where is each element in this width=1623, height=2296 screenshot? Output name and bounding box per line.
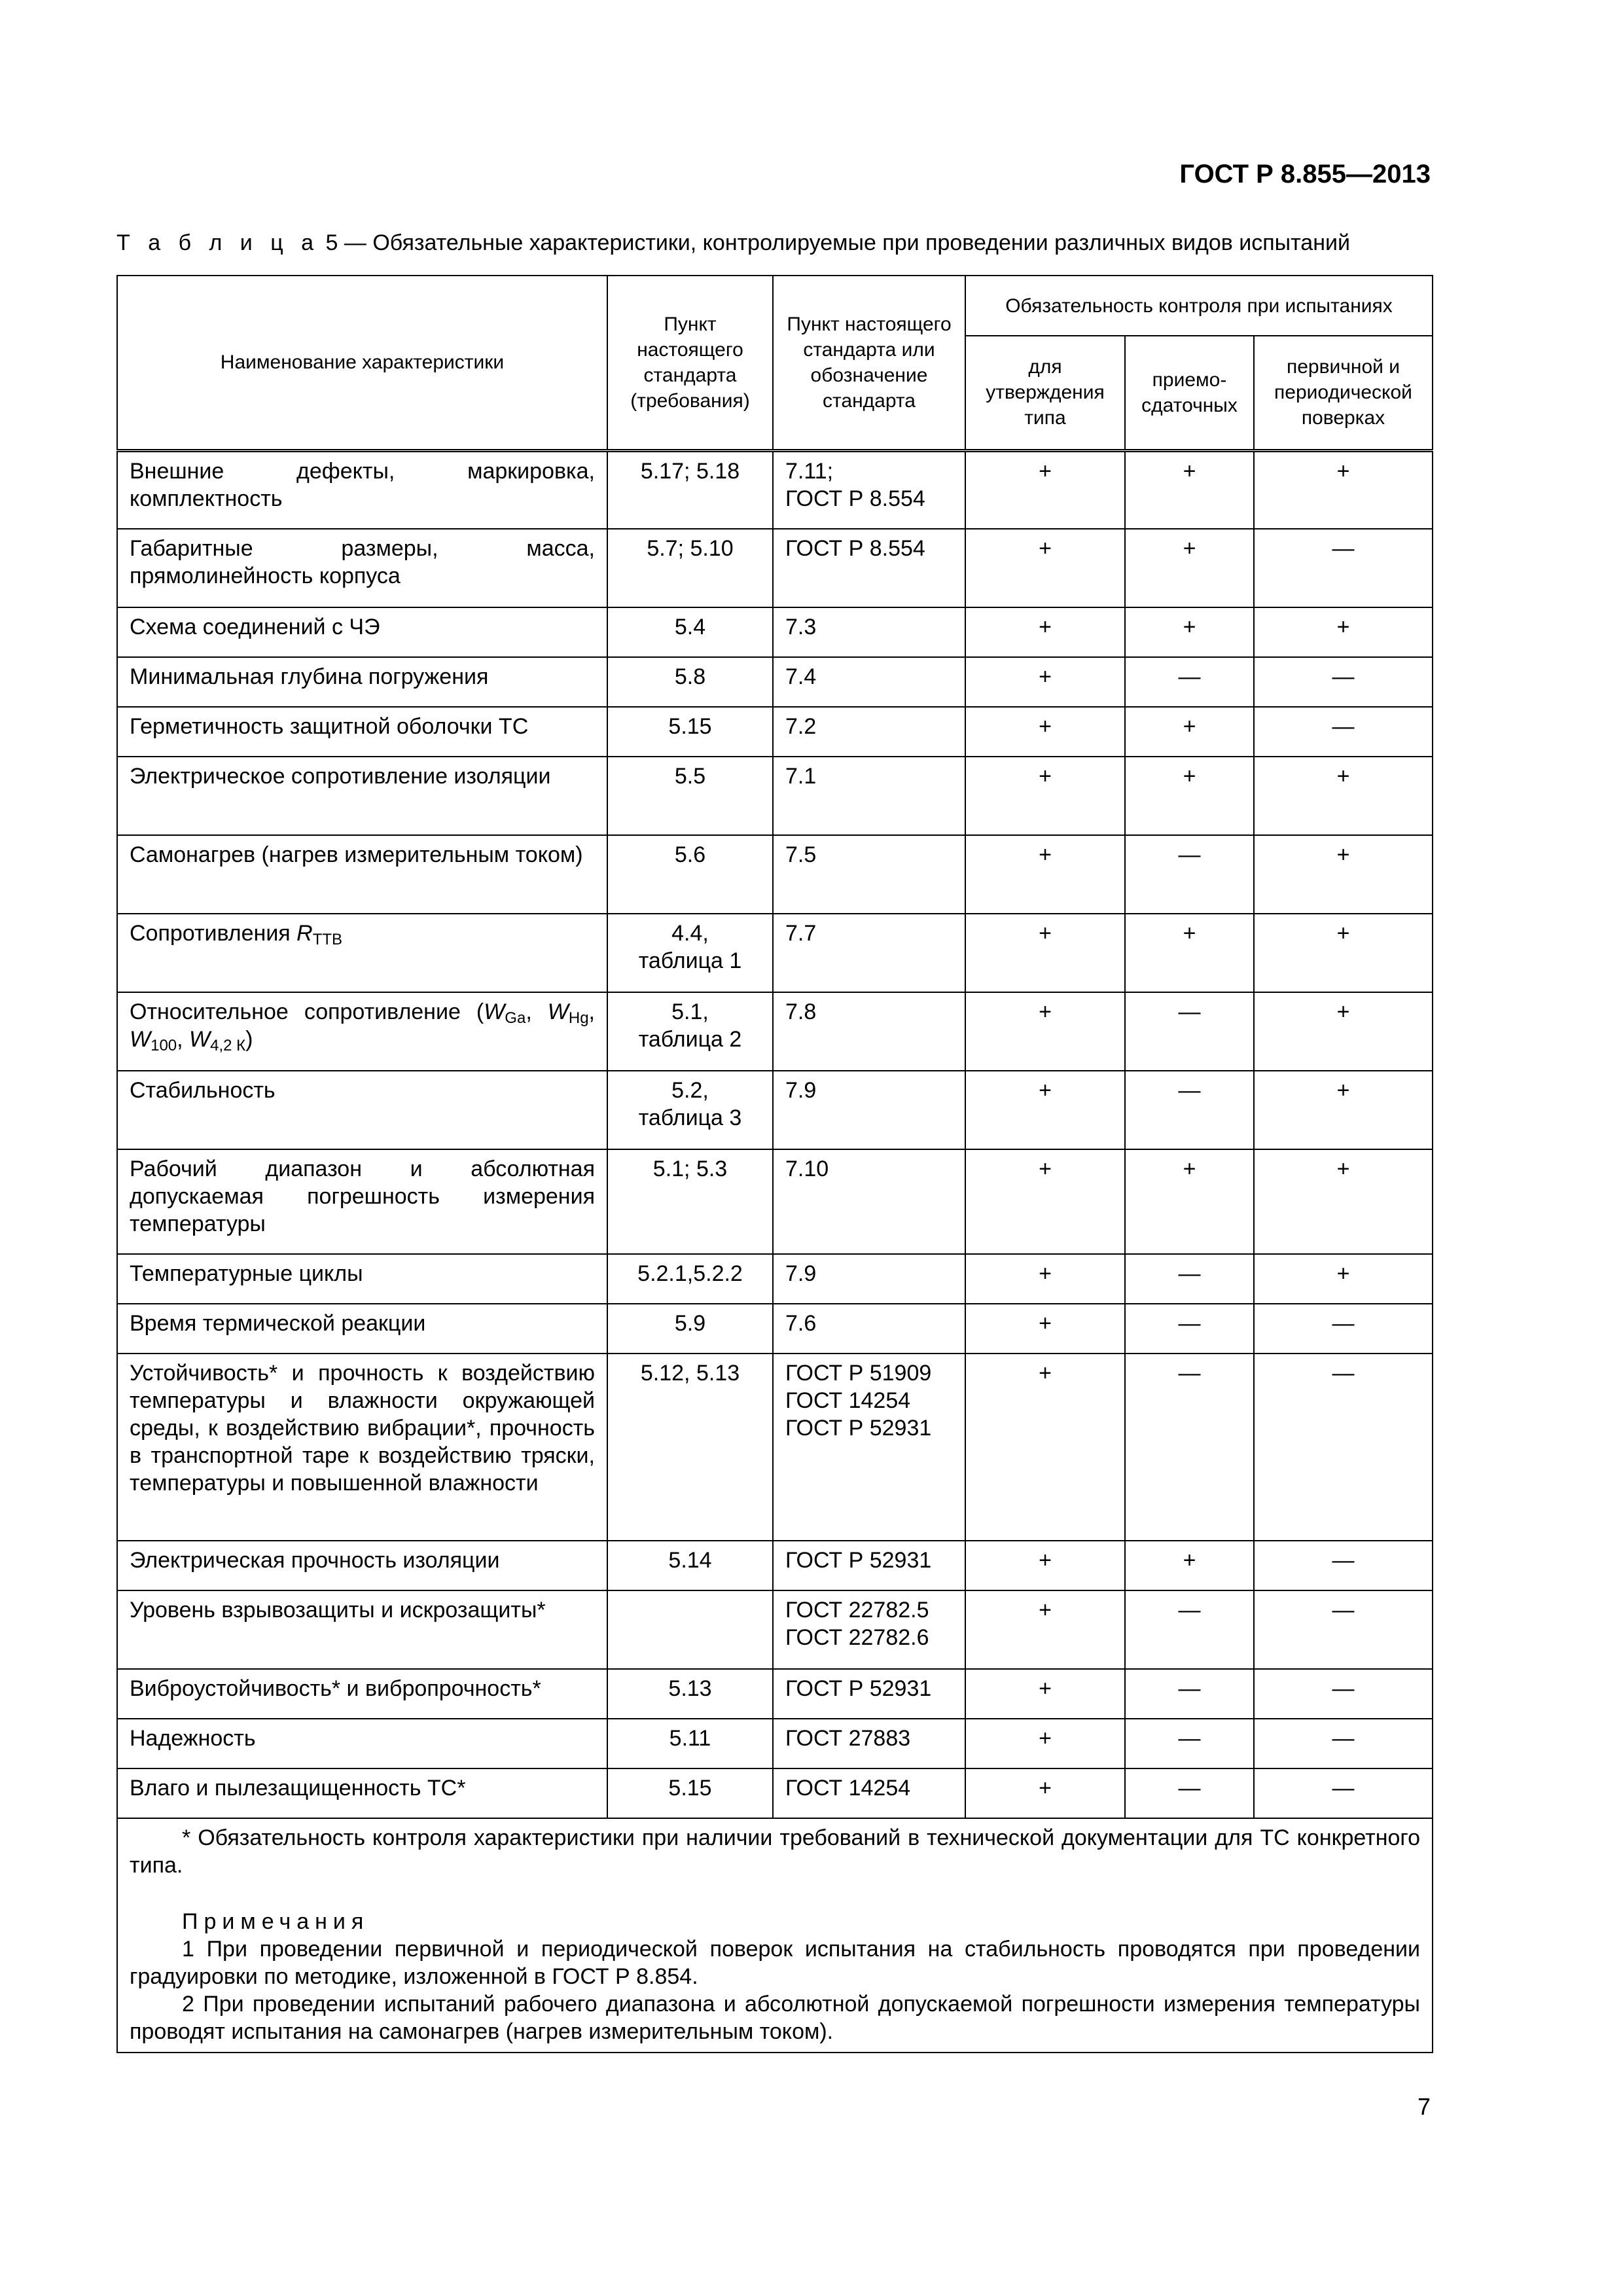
table-row [117,1149,1433,1254]
cell-name: Уровень взрывозащиты и искрозащиты* [117,1590,607,1669]
cell-acceptance: — [1125,835,1254,914]
cell-acceptance: — [1125,992,1254,1071]
cell-clause: 5.5 [607,757,773,835]
cell-verification: 7.4 [773,657,965,707]
cell-periodic: + [1254,450,1433,529]
cell-clause: 5.2.1,5.2.2 [607,1254,773,1304]
table-row [117,757,1433,835]
table-notes [117,1818,1433,2053]
page-number: 7 [1417,2093,1431,2120]
table-row [117,1354,1433,1541]
cell-acceptance: — [1125,1304,1254,1354]
cell-clause: 5.17; 5.18 [607,450,773,529]
cell-periodic: + [1254,1149,1433,1254]
table-row [117,1541,1433,1590]
cell-acceptance: + [1125,914,1254,992]
table-row [117,1254,1433,1304]
cell-verification: 7.8 [773,992,965,1071]
cell-type-approval: + [965,1071,1125,1149]
col-header-acceptance: приемо-сдаточных [1125,336,1254,450]
subscript-hg: Hg [568,1009,589,1027]
cell-periodic: — [1254,657,1433,707]
cell-type-approval: + [965,1304,1125,1354]
cell-periodic: + [1254,1254,1433,1304]
cell-clause: 5.4 [607,607,773,657]
cell-periodic: — [1254,1719,1433,1768]
cell-verification: 7.6 [773,1304,965,1354]
cell-type-approval: + [965,707,1125,757]
cell-name: Рабочий диапазон и абсолютная допускаемая погрешность измерения температуры [117,1149,607,1254]
cell-clause [607,1590,773,1669]
cell-verification: ГОСТ Р 8.554 [773,529,965,607]
cell-clause: 5.2, таблица 3 [607,1071,773,1149]
table-row [117,1669,1433,1719]
cell-verification: ГОСТ Р 52931 [773,1669,965,1719]
cell-periodic: — [1254,707,1433,757]
cell-periodic: — [1254,1541,1433,1590]
note-item: 2 При проведении испытаний рабочего диапазона и абсолютной допускаемой погрешности измерения температуры проводят испытания на самонагрев (нагрев измерительным током). [130,1992,1420,2044]
cell-clause: 5.9 [607,1304,773,1354]
cell-name: Время термической реакции [117,1304,607,1354]
subscript-42k: 4,2 К [210,1037,246,1054]
cell-acceptance: — [1125,1669,1254,1719]
cell-clause: 5.6 [607,835,773,914]
cell-acceptance: — [1125,657,1254,707]
table-row [117,657,1433,707]
cell-periodic: + [1254,835,1433,914]
cell-type-approval: + [965,1768,1125,1818]
document-code: ГОСТ Р 8.855—2013 [1179,160,1431,188]
cell-clause: 5.12, 5.13 [607,1354,773,1541]
characteristics-table [116,275,1433,2053]
cell-periodic: — [1254,1768,1433,1818]
symbol-r: R [296,921,313,946]
cell-acceptance: + [1125,707,1254,757]
cell-name: Виброустойчивость* и вибропрочность* [117,1669,607,1719]
cell-type-approval: + [965,607,1125,657]
cell-name: Устойчивость* и прочность к воздействию температуры и влажности окружающей среды, к воздействию вибрации*, прочность в транспортной таре к воздействию тряски, температуры и повышенной влажности [117,1354,607,1541]
table-caption-number: 5 [325,230,338,255]
table-row [117,529,1433,607]
cell-type-approval: + [965,757,1125,835]
cell-periodic: — [1254,1669,1433,1719]
cell-periodic: + [1254,1071,1433,1149]
table-row [117,1590,1433,1669]
cell-acceptance: — [1125,1768,1254,1818]
table-row [117,607,1433,657]
cell-clause: 5.1, таблица 2 [607,992,773,1071]
table-row [117,992,1433,1071]
table-row [117,1719,1433,1768]
table-row [117,914,1433,992]
cell-name: Габаритные размеры, масса, прямолинейность корпуса [117,529,607,607]
col-header-mandatory-group: Обязательность контроля при испытаниях [965,276,1433,336]
cell-name: Надежность [117,1719,607,1768]
cell-acceptance: — [1125,1590,1254,1669]
cell-clause: 5.1; 5.3 [607,1149,773,1254]
cell-clause: 5.8 [607,657,773,707]
cell-periodic: + [1254,914,1433,992]
table-notes-row [117,1818,1433,2053]
cell-verification: 7.3 [773,607,965,657]
table-row [117,707,1433,757]
cell-type-approval: + [965,529,1125,607]
cell-type-approval: + [965,450,1125,529]
cell-verification: ГОСТ 27883 [773,1719,965,1768]
cell-verification: ГОСТ Р 51909 ГОСТ 14254 ГОСТ Р 52931 [773,1354,965,1541]
table-row [117,1304,1433,1354]
cell-name: Электрическая прочность изоляции [117,1541,607,1590]
cell-acceptance: + [1125,529,1254,607]
cell-verification: 7.10 [773,1149,965,1254]
col-header-clause: Пункт настоящего стандарта (требования) [607,276,773,450]
cell-clause: 5.13 [607,1669,773,1719]
cell-name: Минимальная глубина погружения [117,657,607,707]
cell-verification: ГОСТ Р 52931 [773,1541,965,1590]
cell-verification: 7.1 [773,757,965,835]
cell-type-approval: + [965,992,1125,1071]
table-row [117,450,1433,529]
symbol-w-100: W [130,1027,151,1052]
symbol-w-ga: W [484,999,505,1024]
cell-type-approval: + [965,1149,1125,1254]
cell-clause: 5.7; 5.10 [607,529,773,607]
cell-name: Электрическое сопротивление изоляции [117,757,607,835]
cell-acceptance: + [1125,1149,1254,1254]
cell-periodic: — [1254,529,1433,607]
cell-acceptance: — [1125,1719,1254,1768]
name-text: Относительное сопротивление ( [130,999,484,1024]
cell-acceptance: + [1125,1541,1254,1590]
table-caption-label: Т а б л и ц а [116,230,320,255]
name-text: Сопротивления [130,921,297,946]
cell-type-approval: + [965,835,1125,914]
cell-type-approval: + [965,914,1125,992]
subscript-ga: Ga [505,1009,526,1027]
cell-type-approval: + [965,1590,1125,1669]
cell-acceptance: + [1125,607,1254,657]
cell-acceptance: — [1125,1254,1254,1304]
cell-periodic: — [1254,1304,1433,1354]
cell-acceptance: + [1125,757,1254,835]
table-row [117,835,1433,914]
symbol-w-42: W [189,1027,211,1052]
cell-type-approval: + [965,1669,1125,1719]
col-header-verification: Пункт настоящего стандарта или обозначение стандарта [773,276,965,450]
cell-verification: 7.9 [773,1071,965,1149]
cell-name: Температурные циклы [117,1254,607,1304]
cell-acceptance: — [1125,1354,1254,1541]
cell-verification: 7.9 [773,1254,965,1304]
cell-verification: 7.11; ГОСТ Р 8.554 [773,450,965,529]
cell-name: Относительное сопротивление ($W_{Ga}$, $W_{Hg}$, $W_{100}$, $W_{4,2 К}$) [117,992,607,1071]
cell-name: Влаго и пылезащищенность ТС* [117,1768,607,1818]
table-row [117,1768,1433,1818]
cell-name: Схема соединений с ЧЭ [117,607,607,657]
cell-name: Внешние дефекты, маркировка, комплектность [117,450,607,529]
col-header-type-approval: для утверждения типа [965,336,1125,450]
cell-name: Стабильность [117,1071,607,1149]
table-body [117,450,1433,2053]
cell-clause: 5.14 [607,1541,773,1590]
note-item: 1 При проведении первичной и периодической поверок испытания на стабильность проводятся при проведении градуировки по методике, изложенной в ГОСТ Р 8.854. [130,1937,1420,1989]
cell-periodic: — [1254,1590,1433,1669]
cell-verification: 7.7 [773,914,965,992]
cell-type-approval: + [965,657,1125,707]
cell-periodic: + [1254,757,1433,835]
subscript-ttv: ТТВ [312,931,343,948]
subscript-100: 100 [151,1037,177,1054]
cell-acceptance: + [1125,450,1254,529]
table-row [117,1071,1433,1149]
table-caption [116,230,1432,256]
cell-periodic: + [1254,992,1433,1071]
symbol-w-hg: W [547,999,569,1024]
cell-name: Герметичность защитной оболочки ТС [117,707,607,757]
cell-verification: ГОСТ 22782.5 ГОСТ 22782.6 [773,1590,965,1669]
cell-clause: 4.4, таблица 1 [607,914,773,992]
cell-type-approval: + [965,1541,1125,1590]
cell-periodic: — [1254,1354,1433,1541]
cell-verification: 7.2 [773,707,965,757]
col-header-periodic: первичной и периодической поверках [1254,336,1433,450]
cell-verification: 7.5 [773,835,965,914]
footnote-star: * Обязательность контроля характеристики при наличии требований в технической документации для ТС конкретного типа. [130,1825,1420,1878]
cell-type-approval: + [965,1354,1125,1541]
cell-acceptance: — [1125,1071,1254,1149]
cell-name [117,914,607,992]
col-header-name: Наименование характеристики [117,276,607,450]
cell-verification: ГОСТ 14254 [773,1768,965,1818]
cell-clause: 5.15 [607,707,773,757]
cell-name: Самонагрев (нагрев измерительным током) [117,835,607,914]
cell-type-approval: + [965,1719,1125,1768]
cell-type-approval: + [965,1254,1125,1304]
cell-clause: 5.11 [607,1719,773,1768]
notes-title: Примечания [182,1909,370,1934]
cell-clause: 5.15 [607,1768,773,1818]
cell-periodic: + [1254,607,1433,657]
table-caption-text: — Обязательные характеристики, контролируемые при проведении различных видов испытаний [338,230,1350,255]
